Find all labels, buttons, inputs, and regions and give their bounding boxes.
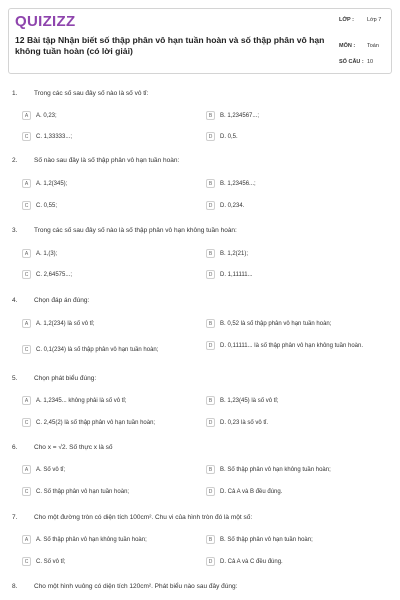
- question-text: Cho một đường tròn có diện tích 100cm². Chu vi của hình tròn đó là một số:: [34, 514, 253, 521]
- option-letter: D: [206, 557, 215, 566]
- option-letter: A: [22, 249, 31, 258]
- option-text: A. Số vô tỉ;: [36, 467, 66, 473]
- option-letter: A: [22, 396, 31, 405]
- option-letter: B: [206, 319, 215, 328]
- option-letter: A: [22, 111, 31, 120]
- option-text: A. 1,2(345);: [36, 181, 68, 187]
- option-letter: D: [206, 201, 215, 210]
- meta-count-label: SỐ CÂU :: [339, 59, 364, 65]
- option-text: B. 1,23456...;: [220, 181, 256, 187]
- meta-subject-value: Toán: [367, 43, 379, 49]
- meta-grade-value: Lớp 7: [367, 17, 382, 23]
- option-text: B. Số thập phân vô hạn không tuần hoàn;: [220, 467, 331, 473]
- option-text: B. 1,234567...;: [220, 113, 260, 119]
- option-text: C. Số vô tỉ;: [36, 559, 66, 565]
- worksheet-header: [8, 8, 392, 74]
- option-letter: C: [22, 487, 31, 496]
- question-number: 8.: [12, 583, 18, 590]
- option-letter: B: [206, 535, 215, 544]
- question-text: Trong các số sau đây số nào là số vô tỉ:: [34, 90, 149, 97]
- question-number: 6.: [12, 444, 18, 451]
- option-text: A. 1,2(234) là số vô tỉ;: [36, 321, 95, 327]
- option-text: C. 0,1(234) là số thập phân vô hạn tuần hoàn;: [36, 347, 159, 353]
- option-text: A. 1,(3);: [36, 251, 58, 257]
- option-letter: D: [206, 418, 215, 427]
- question-text: Chọn phát biểu đúng:: [34, 375, 97, 382]
- question-number: 7.: [12, 514, 18, 521]
- question-number: 1.: [12, 90, 18, 97]
- option-text: C. 2,64575...;: [36, 272, 73, 278]
- option-letter: B: [206, 396, 215, 405]
- option-letter: A: [22, 465, 31, 474]
- option-text: D. 1,11111...: [220, 272, 253, 278]
- meta-count-value: 10: [367, 59, 374, 65]
- question-text: Chọn đáp án đúng:: [34, 297, 90, 304]
- option-letter: B: [206, 465, 215, 474]
- question-text: Cho một hình vuông có diện tích 120cm². Phát biểu nào sau đây đúng:: [34, 583, 238, 590]
- question-text: Trong các số sau đây số nào là số thập phân vô hạn không tuần hoàn:: [34, 227, 237, 234]
- option-text: B. 0,52 là số thập phân vô hạn tuần hoàn;: [220, 321, 332, 327]
- option-text: B. 1,23(45) là số vô tỉ;: [220, 398, 279, 404]
- option-letter: C: [22, 345, 31, 354]
- option-letter: A: [22, 179, 31, 188]
- option-letter: B: [206, 179, 215, 188]
- option-text: D. 0,5.: [220, 134, 238, 140]
- option-text: A. 1,2345... không phải là số vô tỉ;: [36, 398, 127, 404]
- option-letter: C: [22, 132, 31, 141]
- option-letter: D: [206, 270, 215, 279]
- worksheet-title: 12 Bài tập Nhận biết số thập phân vô hạn tuần hoàn và số thập phân vô hạn không tuần hoàn (có lời giải): [15, 35, 325, 56]
- question-number: 5.: [12, 375, 18, 382]
- option-text: C. 0,55;: [36, 203, 58, 209]
- question-number: 3.: [12, 227, 18, 234]
- option-letter: C: [22, 201, 31, 210]
- option-letter: A: [22, 535, 31, 544]
- option-text: D. Cả A và C đều đúng.: [220, 559, 283, 565]
- option-text: D. 0,11111... là số thập phân vô hạn không tuần hoàn.: [220, 343, 363, 349]
- option-text: D. 0,23 là số vô tỉ.: [220, 420, 269, 426]
- option-letter: C: [22, 557, 31, 566]
- option-letter: D: [206, 487, 215, 496]
- option-letter: D: [206, 341, 215, 350]
- question-number: 4.: [12, 297, 18, 304]
- option-text: A. 0,23;: [36, 113, 57, 119]
- option-text: A. Số thập phân vô hạn không tuần hoàn;: [36, 537, 147, 543]
- option-text: B. 1,2(21);: [220, 251, 249, 257]
- question-text: Cho x = √2. Số thực x là số: [34, 444, 113, 451]
- option-letter: C: [22, 418, 31, 427]
- question-number: 2.: [12, 157, 18, 164]
- option-letter: B: [206, 111, 215, 120]
- option-text: D. 0,234.: [220, 203, 245, 209]
- question-text: Số nào sau đây là số thập phân vô hạn tuần hoàn:: [34, 157, 180, 164]
- option-letter: D: [206, 132, 215, 141]
- option-text: B. Số thập phân vô hạn tuần hoàn;: [220, 537, 313, 543]
- option-letter: C: [22, 270, 31, 279]
- option-text: C. 1,33333...;: [36, 134, 73, 140]
- quizizz-logo: QUIZIZZ: [15, 13, 76, 30]
- option-text: D. Cả A và B đều đúng.: [220, 489, 283, 495]
- option-letter: A: [22, 319, 31, 328]
- meta-subject-label: MÔN :: [339, 43, 356, 49]
- option-text: C. 2,45(2) là số thập phân vô hạn tuần hoàn;: [36, 420, 156, 426]
- meta-grade-label: LỚP :: [339, 17, 354, 23]
- option-letter: B: [206, 249, 215, 258]
- option-text: C. Số thập phân vô hạn tuần hoàn;: [36, 489, 130, 495]
